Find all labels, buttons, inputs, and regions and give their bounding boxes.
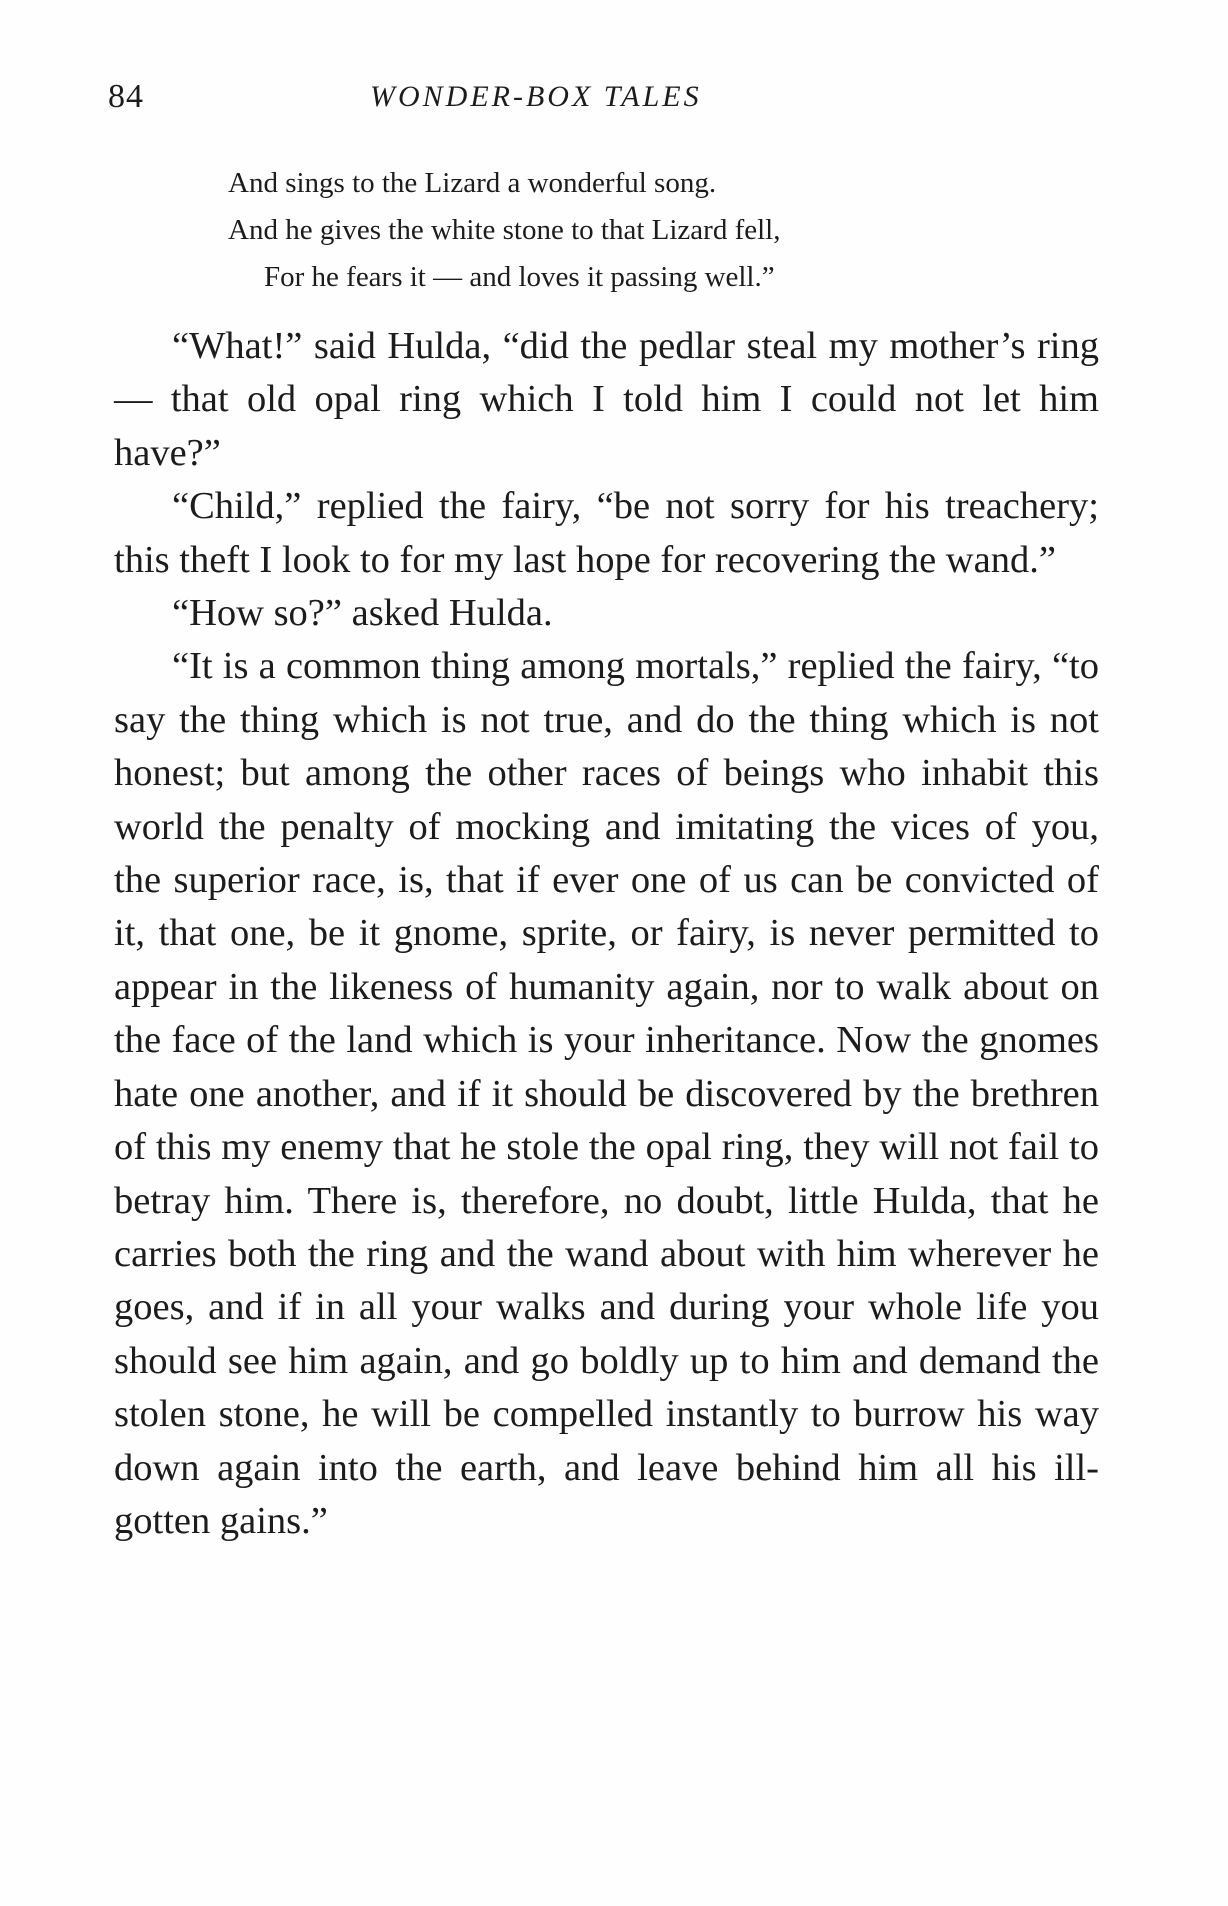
verse-block xyxy=(228,160,1048,301)
verse-line: And sings to the Lizard a wonderful song. xyxy=(228,167,717,199)
body-text xyxy=(114,320,1099,1548)
verse-line: For he fears it — and loves it passing well.” xyxy=(264,261,775,293)
verse-line: And he gives the white stone to that Lizard fell, xyxy=(228,214,781,246)
paragraph: “Child,” replied the fairy, “be not sorry for his treachery; this theft I look to for my last hope for recovering the wand.” xyxy=(114,485,1099,581)
running-title: WONDER-BOX TALES xyxy=(370,80,702,113)
paragraph: “It is a common thing among mortals,” replied the fairy, “to say the thing which is not true, and do the thing which is not honest; but among the other races of beings who inhabit this world the penalty of mocking and imitating the vices of you, the superior race, is, that if ever one of us can be convicted of it, that one, be it gnome, sprite, or fairy, is never permitted to appear in the likeness of humanity again, nor to walk about on the face of the land which is your inheritance. Now the gnomes hate one another, and if it should be discovered by the brethren of this my enemy that he stole the opal ring, they will not fail to betray him. There is, therefore, no doubt, little Hulda, that he carries both the ring and the wand about with him wherever he goes, and if in all your walks and during your whole life you should see him again, and go boldly up to him and demand the stolen stone, he will be compelled instantly to burrow his way down again into the earth, and leave behind him all his ill-gotten gains.” xyxy=(114,645,1099,1542)
paragraph: “How so?” asked Hulda. xyxy=(172,592,553,635)
paragraph: “What!” said Hulda, “did the pedlar steal my mother’s ring — that old opal ring which I told him I could not let him have?” xyxy=(114,325,1099,474)
page-header xyxy=(108,78,1120,122)
page-number: 84 xyxy=(108,78,144,115)
